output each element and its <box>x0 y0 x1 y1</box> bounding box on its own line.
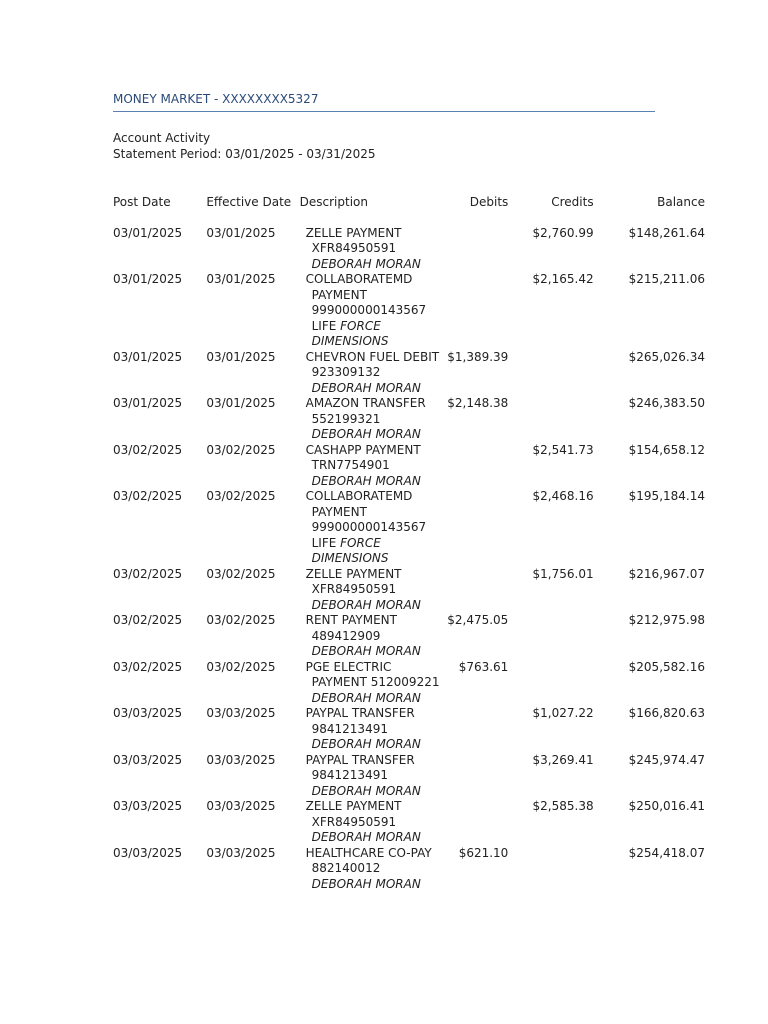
description-payee: DEBORAH MORAN <box>311 473 421 488</box>
description-payee: DEBORAH MORAN <box>311 380 421 395</box>
description-reference: 9841213491 <box>311 721 388 736</box>
post-date: 03/03/2025 <box>113 845 183 860</box>
description-payee: DEBORAH MORAN <box>311 597 421 612</box>
header-description: Description <box>299 195 368 209</box>
description-payee: FORCE DIMENSIONS <box>311 535 389 565</box>
description-reference: 923309132 <box>311 365 381 379</box>
description-reference: XFR84950591 <box>311 241 397 255</box>
table-row <box>113 489 705 567</box>
header-balance: Balance <box>657 195 705 209</box>
description-reference: TRN7754901 <box>311 458 390 472</box>
post-date: 03/01/2025 <box>113 396 183 410</box>
post-date: 03/02/2025 <box>113 489 183 503</box>
credit-amount <box>508 660 593 707</box>
debit-amount <box>446 567 508 614</box>
effective-date: 03/02/2025 <box>206 489 276 503</box>
post-date: 03/02/2025 <box>113 442 183 457</box>
balance-amount: $246,383.50 <box>628 396 705 410</box>
description-payee: DEBORAH MORAN <box>311 690 421 705</box>
description-detail <box>306 815 446 846</box>
account-activity-table <box>113 195 705 892</box>
description-reference: PAYMENT 999000000143567 <box>311 504 427 534</box>
post-date: 03/03/2025 <box>113 799 183 813</box>
post-date: 03/02/2025 <box>113 613 183 627</box>
header-debits: Debits <box>469 195 509 209</box>
balance-amount: $148,261.64 <box>628 225 705 240</box>
table-header <box>113 195 705 226</box>
table-row <box>113 846 705 893</box>
post-date: 03/01/2025 <box>113 225 183 240</box>
description-payee: DEBORAH MORAN <box>311 256 421 271</box>
effective-date: 03/01/2025 <box>206 225 276 240</box>
table-row <box>113 226 705 273</box>
table-row <box>113 396 705 443</box>
description-payee-prefix: LIFE <box>311 535 341 550</box>
debit-amount <box>446 443 508 490</box>
credit-amount <box>508 846 593 893</box>
effective-date: 03/02/2025 <box>206 442 276 457</box>
description <box>300 753 446 800</box>
debit-amount <box>446 753 508 800</box>
description-title: CASHAPP PAYMENT <box>305 442 421 457</box>
table-row <box>113 567 705 614</box>
description <box>300 226 446 273</box>
balance-amount: $154,658.12 <box>628 442 705 457</box>
table-row <box>113 660 705 707</box>
description-payee: DEBORAH MORAN <box>311 644 421 658</box>
debit-amount <box>446 706 508 753</box>
balance-amount: $245,974.47 <box>628 752 705 767</box>
effective-date: 03/03/2025 <box>206 752 276 767</box>
debit-amount <box>446 799 508 846</box>
debit-amount: $763.61 <box>458 659 509 674</box>
description <box>300 613 446 660</box>
description-detail <box>306 241 446 272</box>
debit-amount: $1,389.39 <box>447 349 509 364</box>
credit-amount: $1,756.01 <box>532 566 594 581</box>
description-detail <box>306 505 446 567</box>
description-title: ZELLE PAYMENT <box>305 225 402 240</box>
description-title: COLLABORATEMD <box>305 489 413 503</box>
effective-date: 03/02/2025 <box>206 659 276 674</box>
description-reference: XFR84950591 <box>311 814 397 829</box>
credit-amount: $2,760.99 <box>532 225 594 240</box>
description-title: AMAZON TRANSFER <box>305 396 426 410</box>
effective-date: 03/02/2025 <box>206 566 276 581</box>
description-title: HEALTHCARE CO-PAY <box>305 845 432 860</box>
description-title: ZELLE PAYMENT <box>305 566 402 581</box>
description-reference: 882140012 <box>311 861 381 875</box>
description-payee: DEBORAH MORAN <box>311 737 421 751</box>
credit-amount: $2,165.42 <box>532 272 594 286</box>
description-detail <box>306 722 446 753</box>
table-row <box>113 350 705 397</box>
credit-amount: $2,468.16 <box>532 489 594 503</box>
balance-amount: $195,184.14 <box>628 489 705 503</box>
balance-amount: $212,975.98 <box>628 613 705 627</box>
description <box>300 272 446 350</box>
effective-date: 03/01/2025 <box>206 272 276 286</box>
post-date: 03/03/2025 <box>113 752 183 767</box>
balance-amount: $265,026.34 <box>628 349 705 364</box>
description <box>300 799 446 846</box>
post-date: 03/01/2025 <box>113 272 183 286</box>
description-detail <box>306 458 446 489</box>
description-detail <box>306 768 446 799</box>
effective-date: 03/03/2025 <box>206 706 276 720</box>
description-reference: XFR84950591 <box>311 582 397 596</box>
description-title: RENT PAYMENT <box>305 613 397 627</box>
effective-date: 03/01/2025 <box>206 349 276 364</box>
activity-heading: Account Activity <box>113 131 211 145</box>
debit-amount <box>446 226 508 273</box>
description-detail <box>306 288 446 350</box>
description-payee-prefix: LIFE <box>311 318 341 333</box>
title-divider <box>113 111 655 112</box>
description <box>300 443 446 490</box>
credit-amount: $3,269.41 <box>532 752 594 767</box>
description-detail <box>306 861 446 892</box>
statement-period: Statement Period: 03/01/2025 - 03/31/2025 <box>113 147 376 161</box>
description-reference: 9841213491 <box>311 768 388 782</box>
table-row <box>113 272 705 350</box>
credit-amount: $1,027.22 <box>532 706 594 720</box>
balance-amount: $215,211.06 <box>628 272 705 286</box>
description <box>300 396 446 443</box>
table-row <box>113 706 705 753</box>
description-reference: PAYMENT 999000000143567 <box>311 287 427 317</box>
debit-amount <box>446 272 508 350</box>
description <box>300 846 446 893</box>
description-detail <box>306 582 446 613</box>
description-reference: 552199321 <box>311 411 381 426</box>
description-detail <box>306 675 446 706</box>
description-payee: DEBORAH MORAN <box>311 876 421 891</box>
description-detail <box>306 629 446 660</box>
description-payee: DEBORAH MORAN <box>311 427 421 441</box>
balance-amount: $216,967.07 <box>628 566 705 581</box>
description <box>300 350 446 397</box>
post-date: 03/02/2025 <box>113 659 183 674</box>
credit-amount: $2,585.38 <box>532 799 594 813</box>
balance-amount: $166,820.63 <box>628 706 705 720</box>
description-title: PGE ELECTRIC <box>305 659 392 674</box>
description-payee: DEBORAH MORAN <box>311 783 421 798</box>
description <box>300 660 446 707</box>
effective-date: 03/03/2025 <box>206 845 276 860</box>
effective-date: 03/02/2025 <box>206 613 276 627</box>
description-detail <box>306 412 446 443</box>
credit-amount <box>508 350 593 397</box>
debit-amount <box>446 489 508 567</box>
description <box>300 567 446 614</box>
header-post-date: Post Date <box>113 195 171 209</box>
post-date: 03/01/2025 <box>113 349 183 364</box>
credit-amount: $2,541.73 <box>532 442 594 457</box>
header-row <box>113 195 705 226</box>
description-title: PAYPAL TRANSFER <box>305 706 415 720</box>
description-detail <box>306 365 446 396</box>
post-date: 03/02/2025 <box>113 566 183 581</box>
transaction-list <box>113 226 705 893</box>
description-title: ZELLE PAYMENT <box>305 799 402 813</box>
effective-date: 03/01/2025 <box>206 396 276 410</box>
description-payee: DEBORAH MORAN <box>311 830 421 844</box>
post-date: 03/03/2025 <box>113 706 183 720</box>
balance-amount: $250,016.41 <box>628 799 705 813</box>
account-title: MONEY MARKET - XXXXXXXX5327 <box>113 92 319 106</box>
header-effective-date: Effective Date <box>206 195 292 209</box>
balance-amount: $254,418.07 <box>628 845 705 860</box>
balance-amount: $205,582.16 <box>628 659 705 674</box>
table-row <box>113 443 705 490</box>
debit-amount: $621.10 <box>458 845 509 860</box>
activity-meta <box>113 130 713 162</box>
header-credits: Credits <box>551 195 594 209</box>
description <box>300 706 446 753</box>
table-row <box>113 613 705 660</box>
debit-amount: $2,148.38 <box>447 396 509 410</box>
statement-page <box>113 91 713 891</box>
description-title: CHEVRON FUEL DEBIT <box>305 349 440 364</box>
description-title: COLLABORATEMD <box>305 272 413 286</box>
description-reference: PAYMENT 512009221 <box>311 675 440 689</box>
table-row <box>113 799 705 846</box>
credit-amount <box>508 396 593 443</box>
description <box>300 489 446 567</box>
description-payee: FORCE DIMENSIONS <box>311 318 389 348</box>
credit-amount <box>508 613 593 660</box>
description-reference: 489412909 <box>311 628 381 643</box>
effective-date: 03/03/2025 <box>206 799 276 813</box>
debit-amount: $2,475.05 <box>447 613 509 627</box>
description-title: PAYPAL TRANSFER <box>305 752 415 767</box>
table-row <box>113 753 705 800</box>
